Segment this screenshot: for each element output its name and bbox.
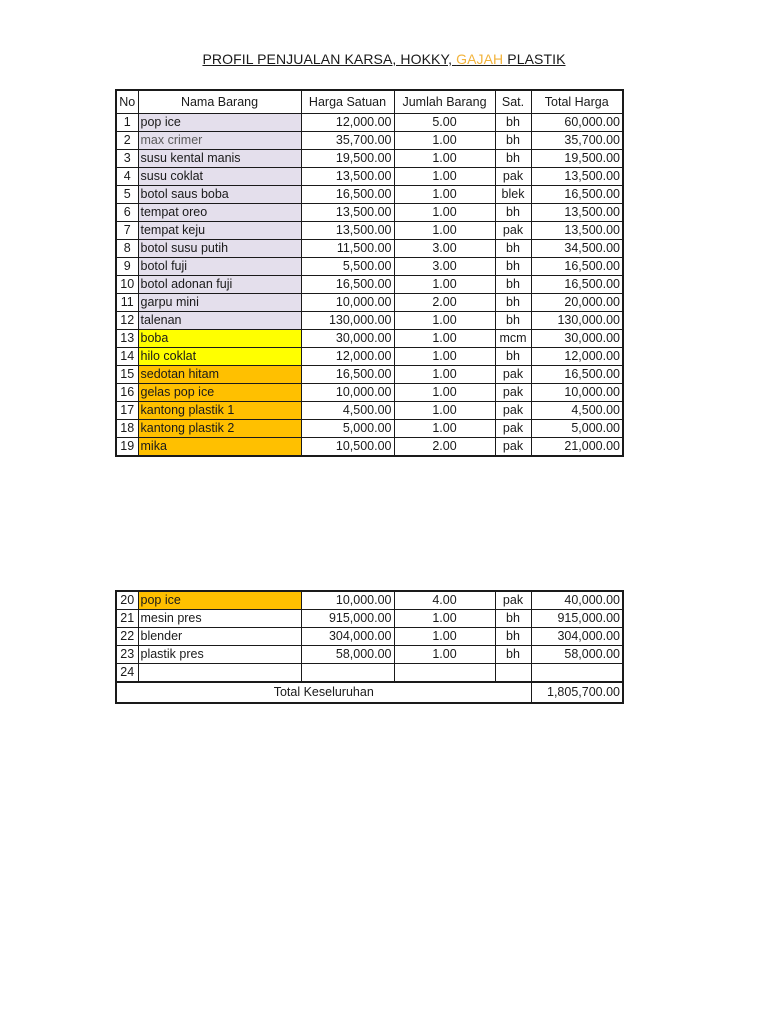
cell-no: 14: [116, 348, 138, 366]
table-row: [116, 258, 623, 276]
cell-total-price: 21,000.00: [531, 438, 623, 457]
cell-no: 7: [116, 222, 138, 240]
cell-item-name: tempat oreo: [138, 204, 301, 222]
table-row: [116, 646, 623, 664]
cell-total-price: 13,500.00: [531, 204, 623, 222]
cell-quantity: 1.00: [394, 646, 495, 664]
cell-no: 19: [116, 438, 138, 457]
header-no: No: [116, 90, 138, 114]
cell-total-price: 34,500.00: [531, 240, 623, 258]
table-row: [116, 222, 623, 240]
table-row: [116, 384, 623, 402]
cell-quantity: 1.00: [394, 628, 495, 646]
cell-unit-price: 13,500.00: [301, 204, 394, 222]
cell-total-price: 35,700.00: [531, 132, 623, 150]
cell-item-name: botol susu putih: [138, 240, 301, 258]
cell-total-price: 5,000.00: [531, 420, 623, 438]
table-row: [116, 591, 623, 610]
cell-quantity: 2.00: [394, 294, 495, 312]
cell-total-price: 40,000.00: [531, 591, 623, 610]
cell-unit: pak: [495, 420, 531, 438]
cell-quantity: 1.00: [394, 204, 495, 222]
cell-total-price: 16,500.00: [531, 186, 623, 204]
cell-unit: pak: [495, 591, 531, 610]
cell-unit-price: 10,000.00: [301, 294, 394, 312]
cell-unit-price: 13,500.00: [301, 168, 394, 186]
cell-item-name: [138, 664, 301, 683]
cell-item-name: mesin pres: [138, 610, 301, 628]
table-row: [116, 628, 623, 646]
cell-total-price: 19,500.00: [531, 150, 623, 168]
cell-no: 24: [116, 664, 138, 683]
sales-table-top: [115, 89, 624, 457]
cell-unit: bh: [495, 628, 531, 646]
cell-unit-price: 915,000.00: [301, 610, 394, 628]
grand-total-value: 1,805,700.00: [531, 682, 623, 703]
title-highlight: GAJAH: [456, 51, 508, 67]
cell-unit-price: 11,500.00: [301, 240, 394, 258]
cell-item-name: kantong plastik 2: [138, 420, 301, 438]
cell-item-name: susu coklat: [138, 168, 301, 186]
cell-quantity: 1.00: [394, 168, 495, 186]
table-row: [116, 330, 623, 348]
cell-unit-price: 16,500.00: [301, 366, 394, 384]
cell-total-price: [531, 664, 623, 683]
cell-total-price: 16,500.00: [531, 366, 623, 384]
cell-unit: bh: [495, 646, 531, 664]
cell-total-price: 20,000.00: [531, 294, 623, 312]
cell-item-name: pop ice: [138, 114, 301, 132]
cell-unit-price: 19,500.00: [301, 150, 394, 168]
table-row: [116, 438, 623, 457]
table-row: [116, 312, 623, 330]
table-row: [116, 276, 623, 294]
cell-item-name: sedotan hitam: [138, 366, 301, 384]
cell-no: 2: [116, 132, 138, 150]
header-price: Harga Satuan: [301, 90, 394, 114]
cell-total-price: 16,500.00: [531, 258, 623, 276]
grand-total-row: [116, 682, 623, 703]
cell-item-name: botol fuji: [138, 258, 301, 276]
cell-total-price: 13,500.00: [531, 222, 623, 240]
cell-unit-price: 10,000.00: [301, 591, 394, 610]
cell-unit: mcm: [495, 330, 531, 348]
title-part-1: PROFIL PENJUALAN KARSA, HOKKY,: [202, 51, 457, 67]
table-row: [116, 294, 623, 312]
cell-quantity: 1.00: [394, 312, 495, 330]
table-row: [116, 204, 623, 222]
cell-item-name: botol adonan fuji: [138, 276, 301, 294]
cell-quantity: 1.00: [394, 132, 495, 150]
cell-unit: bh: [495, 348, 531, 366]
cell-unit: pak: [495, 366, 531, 384]
cell-item-name: max crimer: [138, 132, 301, 150]
cell-unit: pak: [495, 222, 531, 240]
cell-total-price: 915,000.00: [531, 610, 623, 628]
table-row: [116, 420, 623, 438]
cell-unit-price: 130,000.00: [301, 312, 394, 330]
table-row: [116, 610, 623, 628]
cell-quantity: 1.00: [394, 610, 495, 628]
cell-unit-price: 12,000.00: [301, 114, 394, 132]
cell-no: 17: [116, 402, 138, 420]
cell-total-price: 60,000.00: [531, 114, 623, 132]
cell-unit-price: 16,500.00: [301, 276, 394, 294]
cell-unit: bh: [495, 610, 531, 628]
table-row: [116, 240, 623, 258]
table-row: [116, 366, 623, 384]
cell-quantity: 1.00: [394, 222, 495, 240]
cell-unit: [495, 664, 531, 683]
cell-unit-price: 304,000.00: [301, 628, 394, 646]
cell-no: 8: [116, 240, 138, 258]
cell-no: 18: [116, 420, 138, 438]
cell-no: 6: [116, 204, 138, 222]
cell-unit: pak: [495, 168, 531, 186]
header-qty: Jumlah Barang: [394, 90, 495, 114]
cell-quantity: 5.00: [394, 114, 495, 132]
cell-unit-price: 16,500.00: [301, 186, 394, 204]
cell-item-name: blender: [138, 628, 301, 646]
cell-unit: bh: [495, 114, 531, 132]
header-unit: Sat.: [495, 90, 531, 114]
table-row: [116, 132, 623, 150]
table-row: [116, 664, 623, 683]
cell-item-name: susu kental manis: [138, 150, 301, 168]
cell-unit-price: [301, 664, 394, 683]
cell-total-price: 58,000.00: [531, 646, 623, 664]
cell-quantity: 3.00: [394, 240, 495, 258]
cell-unit-price: 10,500.00: [301, 438, 394, 457]
cell-unit: bh: [495, 204, 531, 222]
cell-total-price: 10,000.00: [531, 384, 623, 402]
cell-quantity: 4.00: [394, 591, 495, 610]
cell-total-price: 30,000.00: [531, 330, 623, 348]
cell-unit-price: 13,500.00: [301, 222, 394, 240]
cell-no: 13: [116, 330, 138, 348]
cell-unit-price: 35,700.00: [301, 132, 394, 150]
cell-no: 22: [116, 628, 138, 646]
cell-quantity: 1.00: [394, 348, 495, 366]
cell-quantity: 1.00: [394, 186, 495, 204]
cell-quantity: 1.00: [394, 402, 495, 420]
header-name: Nama Barang: [138, 90, 301, 114]
sales-table-bottom: [115, 590, 624, 704]
cell-no: 10: [116, 276, 138, 294]
table-body-bottom: [116, 591, 623, 682]
cell-no: 3: [116, 150, 138, 168]
cell-total-price: 16,500.00: [531, 276, 623, 294]
table-row: [116, 186, 623, 204]
table-row: [116, 114, 623, 132]
cell-no: 23: [116, 646, 138, 664]
page-title: [0, 51, 768, 67]
cell-item-name: tempat keju: [138, 222, 301, 240]
table-row: [116, 150, 623, 168]
cell-unit: bh: [495, 132, 531, 150]
cell-no: 4: [116, 168, 138, 186]
cell-unit: bh: [495, 150, 531, 168]
cell-no: 9: [116, 258, 138, 276]
cell-total-price: 13,500.00: [531, 168, 623, 186]
cell-total-price: 130,000.00: [531, 312, 623, 330]
cell-unit: bh: [495, 240, 531, 258]
title-part-2: PLASTIK: [507, 51, 566, 67]
table-row: [116, 348, 623, 366]
cell-quantity: 1.00: [394, 150, 495, 168]
cell-total-price: 4,500.00: [531, 402, 623, 420]
cell-unit-price: 58,000.00: [301, 646, 394, 664]
cell-quantity: 3.00: [394, 258, 495, 276]
cell-unit: bh: [495, 258, 531, 276]
cell-unit: blek: [495, 186, 531, 204]
cell-no: 5: [116, 186, 138, 204]
cell-no: 12: [116, 312, 138, 330]
cell-no: 21: [116, 610, 138, 628]
cell-unit: pak: [495, 402, 531, 420]
cell-unit-price: 5,000.00: [301, 420, 394, 438]
cell-item-name: plastik pres: [138, 646, 301, 664]
cell-unit-price: 10,000.00: [301, 384, 394, 402]
cell-total-price: 304,000.00: [531, 628, 623, 646]
cell-no: 15: [116, 366, 138, 384]
table-body-top: [116, 114, 623, 457]
cell-item-name: garpu mini: [138, 294, 301, 312]
cell-no: 16: [116, 384, 138, 402]
cell-item-name: gelas pop ice: [138, 384, 301, 402]
cell-item-name: kantong plastik 1: [138, 402, 301, 420]
cell-quantity: 1.00: [394, 330, 495, 348]
table-row: [116, 402, 623, 420]
cell-total-price: 12,000.00: [531, 348, 623, 366]
cell-no: 1: [116, 114, 138, 132]
cell-item-name: botol saus boba: [138, 186, 301, 204]
table-header-row: [116, 90, 623, 114]
cell-unit: pak: [495, 384, 531, 402]
cell-quantity: 1.00: [394, 384, 495, 402]
grand-total-label: Total Keseluruhan: [116, 682, 531, 703]
cell-quantity: 1.00: [394, 366, 495, 384]
cell-item-name: mika: [138, 438, 301, 457]
cell-unit: bh: [495, 294, 531, 312]
cell-item-name: talenan: [138, 312, 301, 330]
cell-unit-price: 12,000.00: [301, 348, 394, 366]
cell-unit-price: 5,500.00: [301, 258, 394, 276]
cell-unit-price: 30,000.00: [301, 330, 394, 348]
cell-item-name: boba: [138, 330, 301, 348]
cell-item-name: pop ice: [138, 591, 301, 610]
cell-quantity: 2.00: [394, 438, 495, 457]
cell-unit: bh: [495, 276, 531, 294]
header-total: Total Harga: [531, 90, 623, 114]
cell-unit: pak: [495, 438, 531, 457]
cell-no: 11: [116, 294, 138, 312]
table-row: [116, 168, 623, 186]
cell-quantity: 1.00: [394, 420, 495, 438]
cell-no: 20: [116, 591, 138, 610]
cell-quantity: [394, 664, 495, 683]
cell-item-name: hilo coklat: [138, 348, 301, 366]
cell-unit: bh: [495, 312, 531, 330]
cell-unit-price: 4,500.00: [301, 402, 394, 420]
cell-quantity: 1.00: [394, 276, 495, 294]
